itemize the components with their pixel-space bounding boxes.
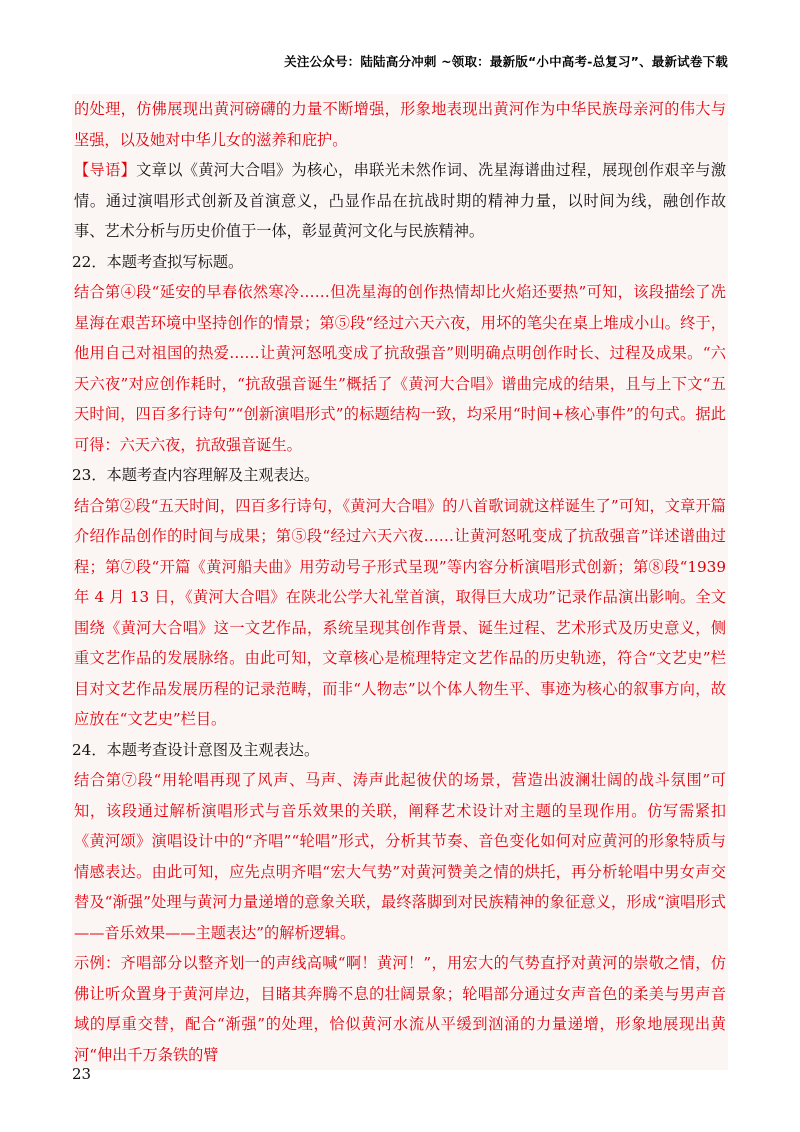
- question-23-heading: 23．本题考查内容理解及主观表达。: [72, 460, 728, 491]
- page-number: 23: [72, 1065, 92, 1083]
- guide-body: 文章以《黄河大合唱》为核心，串联光未然作词、冼星海谱曲过程，展现创作艰辛与激情。通过演唱形式创新及首演意义，凸显作品在抗战时期的精神力量，以时间为线，融创作故事、艺术分析与历史价值于一体，彰显黄河文化与民族精神。: [74, 161, 727, 240]
- question-22-answer: 结合第④段“延安的早春依然寒冷……但冼星海的创作热情却比火焰还要热”可知，该段描绘了冼星海在艰苦环境中坚持创作的情景；第⑤段“经过六天六夜，用坏的笔尖在桌上堆成小山。终于，他用自己对祖国的热爱……让黄河怒吼变成了抗敌强音”则明确点明创作时长、过程及成果。“六天六夜”对应创作耗时，“抗敌强音诞生”概括了《黄河大合唱》谱曲完成的结果，且与上下文“五天时间，四百多行诗句”“创新演唱形式”的标题结构一致，均采用“时间+核心事件”的句式。据此可得：六天六夜，抗敌强音诞生。: [72, 277, 728, 460]
- question-22-heading: 22．本题考查拟写标题。: [72, 247, 728, 278]
- question-24-heading: 24．本题考查设计意图及主观表达。: [72, 735, 728, 766]
- question-24-example: 示例：齐唱部分以整齐划一的声线高喊“啊！黄河！”，用宏大的气势直抒对黄河的崇敬之情，仿佛让听众置身于黄河岸边，目睹其奔腾不息的壮阔景象；轮唱部分通过女声音色的柔美与男声音域的厚重交替，配合“渐强”的处理，恰似黄河水流从平缓到汹涌的力量递增，形象地展现出黄河“伸出千万条铁的臂: [72, 948, 728, 1070]
- page-header: 关注公众号：陆陆高分冲刺 ~领取：最新版“小中高考-总复习”、最新试卷下载: [284, 54, 728, 69]
- question-24-answer: 结合第⑦段“用轮唱再现了风声、马声、涛声此起彼伏的场景，营造出波澜壮阔的战斗氛围”可知，该段通过解析演唱形式与音乐效果的关联，阐释艺术设计对主题的呈现作用。仿写需紧扣《黄河颂》演唱设计中的“齐唱”“轮唱”形式，分析其节奏、音色变化如何对应黄河的形象特质与情感表达。由此可知，应先点明齐唱“宏大气势”对黄河赞美之情的烘托，再分析轮唱中男女声交替及“渐强”处理与黄河力量递增的意象关联，最终落脚到对民族精神的象征意义，形成“演唱形式——音乐效果——主题表达”的解析逻辑。: [72, 765, 728, 948]
- guide-paragraph: [72, 155, 728, 247]
- guide-tag: 【导语】: [74, 161, 137, 179]
- document-body: [72, 94, 728, 1070]
- question-23-answer: 结合第②段“五天时间，四百多行诗句，《黄河大合唱》的八首歌词就这样诞生了”可知，文章开篇介绍作品创作的时间与成果；第⑤段“经过六天六夜……让黄河怒吼变成了抗敌强音”详述谱曲过程；第⑦段“开篇《黄河船夫曲》用劳动号子形式呈现”等内容分析演唱形式创新；第⑧段“1939 年 4 月 13 日，《黄河大合唱》在陕北公学大礼堂首演，取得巨大成功”记录作品演出影响。全文围绕《黄河大合唱》这一文艺作品，系统呈现其创作背景、诞生过程、艺术形式及历史意义，侧重文艺作品的发展脉络。由此可知，文章核心是梳理特定文艺作品的历史轨迹，符合“文艺史”栏目对文艺作品发展历程的记录范畴，而非“人物志”以个体人物生平、事迹为核心的叙事方向，故应放在“文艺史”栏目。: [72, 491, 728, 735]
- intro-paragraph-end: 的处理，仿佛展现出黄河磅礴的力量不断增强，形象地表现出黄河作为中华民族母亲河的伟大与坚强，以及她对中华儿女的滋养和庇护。: [72, 94, 728, 155]
